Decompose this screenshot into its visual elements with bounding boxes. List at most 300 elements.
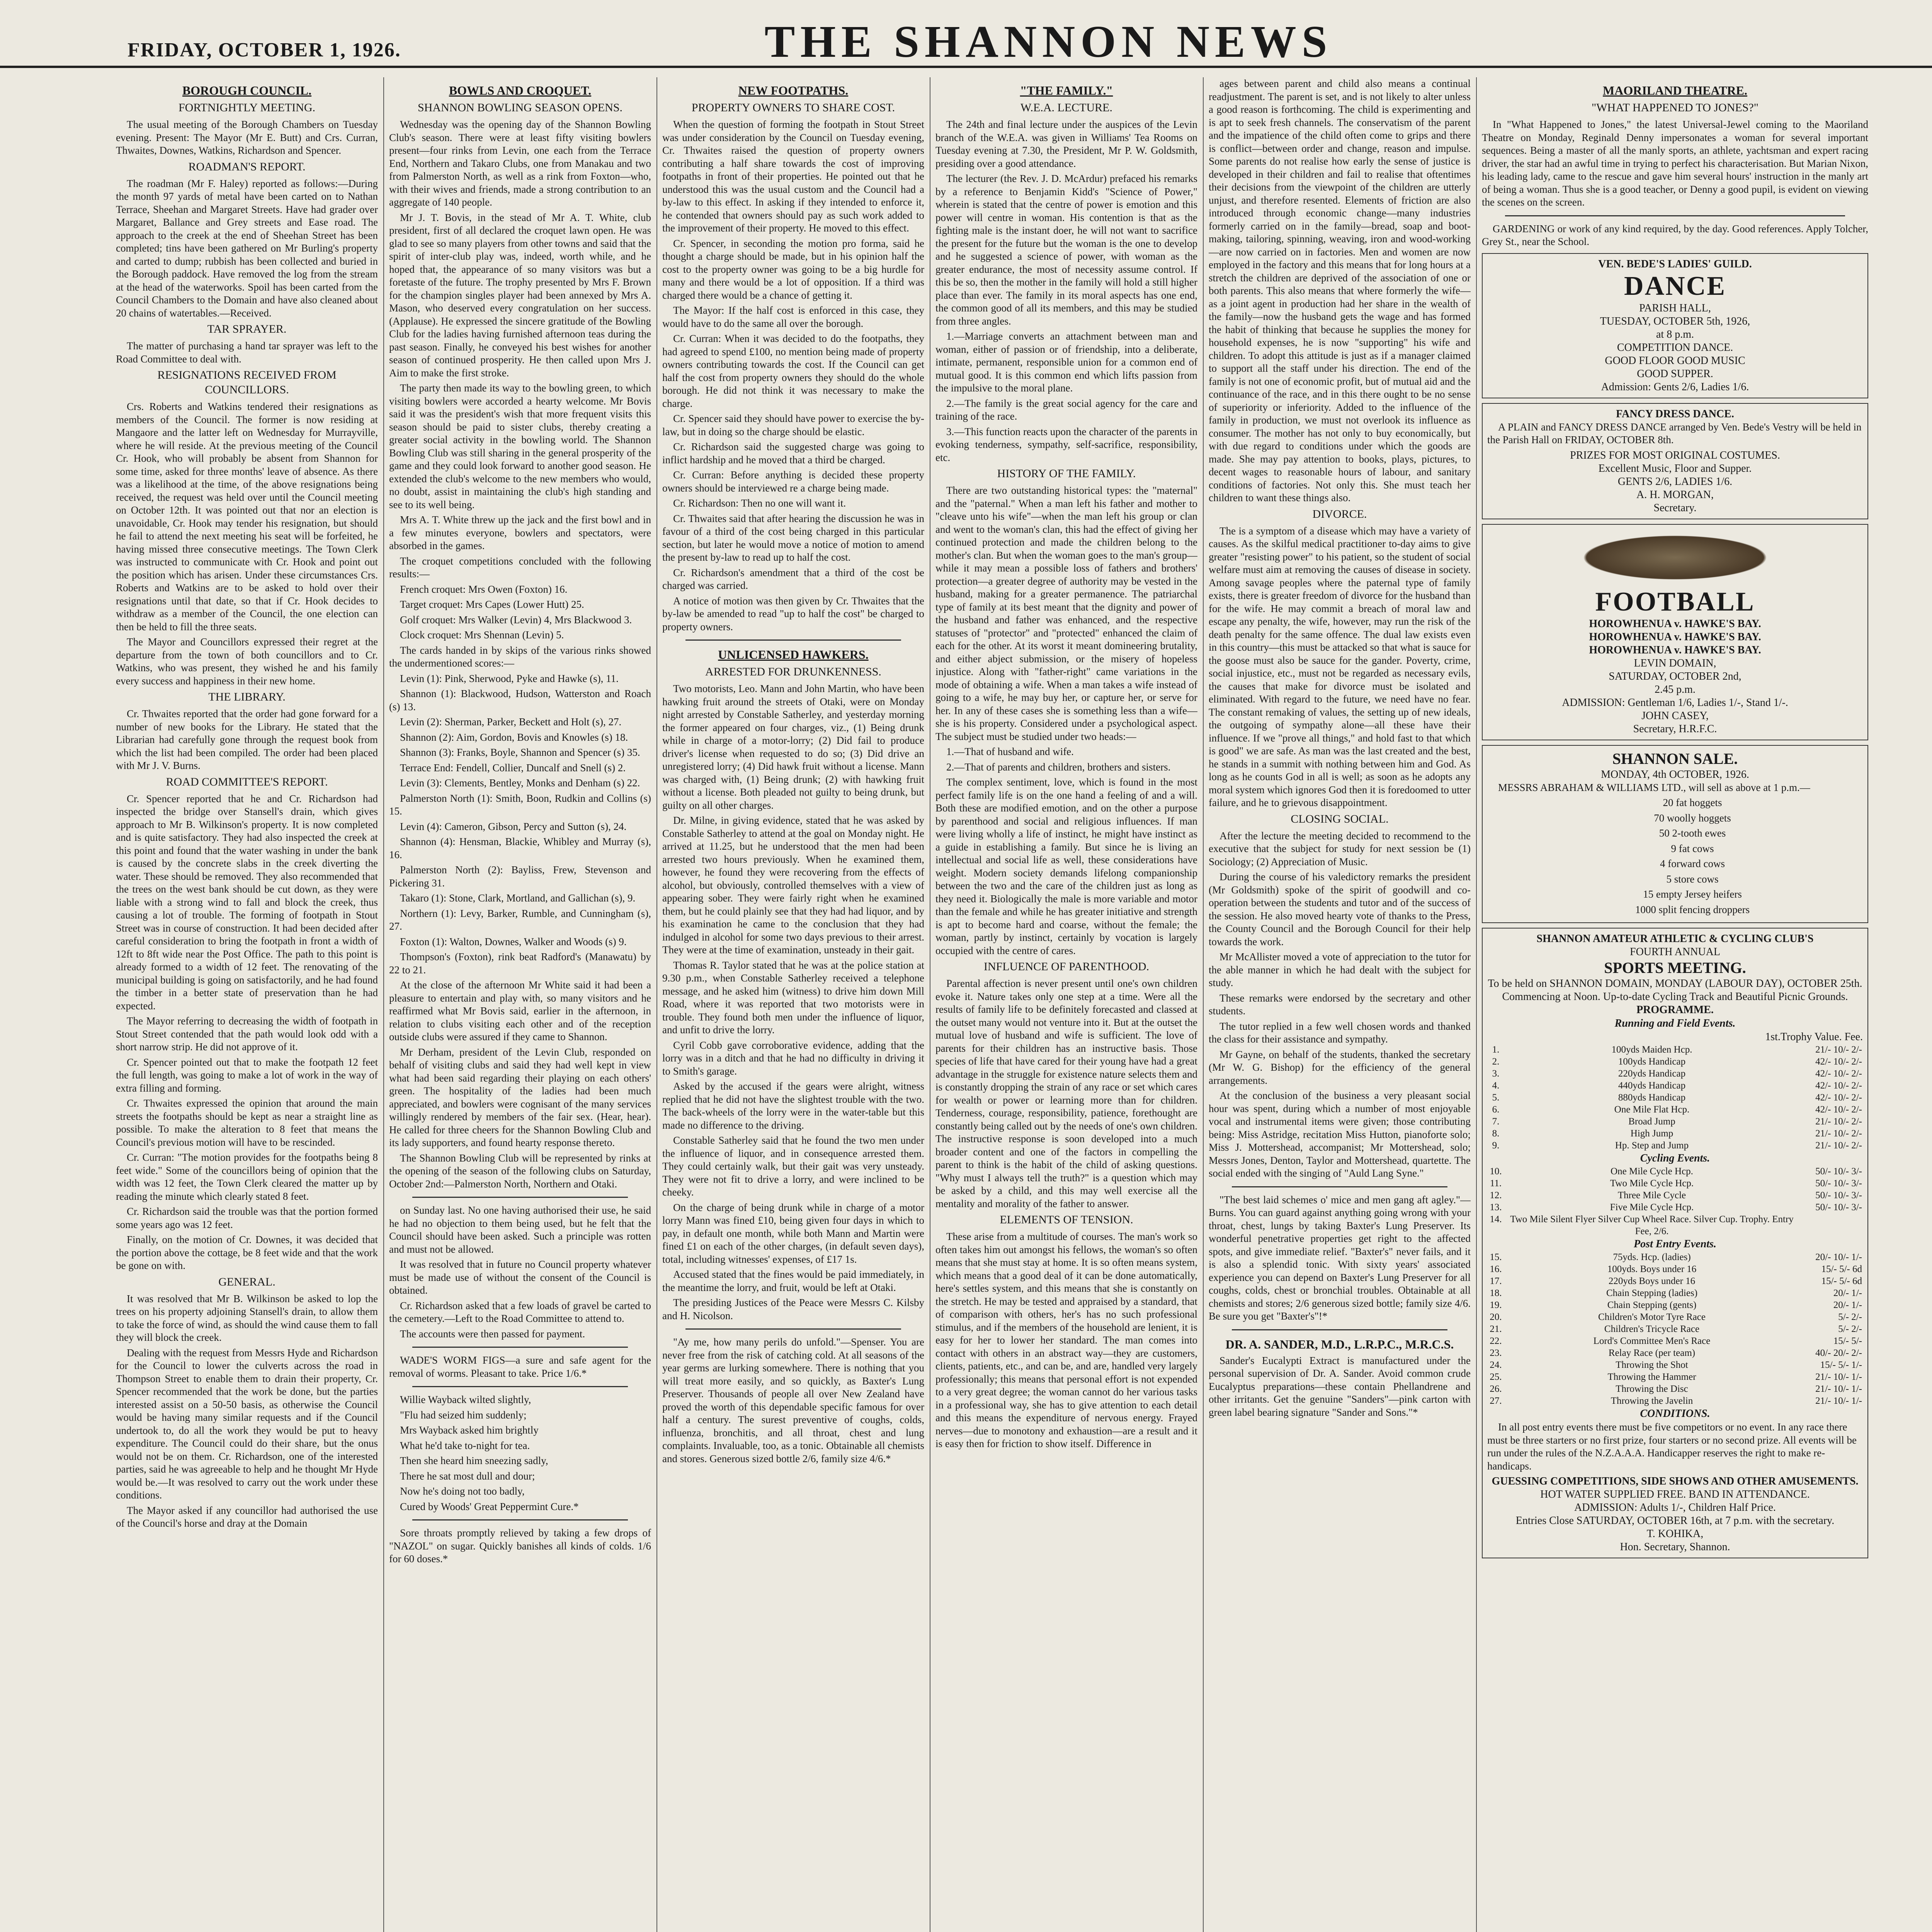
- event-number: 8.: [1492, 1128, 1500, 1139]
- programme-row: [1487, 1104, 1863, 1116]
- paragraph: Palmerston North (1): Smith, Boon, Rudkin and Collins (s) 15.: [389, 792, 651, 817]
- paragraph: Palmerston North (2): Bayliss, Frew, Stevenson and Pickering 31.: [389, 864, 651, 889]
- fancy-title: FANCY DRESS DANCE.: [1616, 408, 1734, 420]
- paragraph: The is a symptom of a disease which may have a variety of causes. As the skilful medical practitioner to-day aims to give greater "resisting power" to his patient, so the student of social welfare must aim at removing the causes of disease in society. Among savage peoples where the paternal type of family exists, there is greater freedom of divorce for the husband than for the wife. He may commit a breach of moral law and escape any penalty, the wife, however, may run the risk of the death penalty for the same offence. The dual law exists even in this country—this must be attacked so that what is sauce for the goose must also be sauce for the gander. Poverty, crime, social injustice, etc., must not be regarded as necessary evils, the causes that make for divorce must be isolated and eliminated. With regard to the future, we need have no fear. The constant remaking of values, the setting up of new ideals, the outgoing of sympathy alone—all these have their influence. If we "prove all things," and hold fast to that which is good" we are safe. As man was the last created and the best, he stands in a summit with nothing between him and God. As long as he counts God in all is well; as soon as he adopts any moral system which ignores God then it is foredoomed to utter failure, and he to grievous disappointment.: [1209, 525, 1471, 808]
- event-number: 6.: [1492, 1104, 1500, 1115]
- paragraph: When the question of forming the footpath in Stout Street was under consideration by the Council on Tuesday evening, Cr. Thwaites raised the question of property owners contributing a half share towards the cost of improving footpaths in front of their properties. He pointed out that he understood this was the usual custom and the Council had a by-law to this effect. In asking if they intended to enforce it, he contended that owners should pay as such work added to the improvement of their property. He moved to this effect.: [662, 119, 924, 234]
- event-fees: 21/- 10/- 2/-: [1815, 1044, 1862, 1055]
- dance-date: TUESDAY, OCTOBER 5th, 1926,: [1600, 315, 1750, 327]
- paragraph: Clock croquet: Mrs Shennan (Levin) 5.: [400, 629, 564, 641]
- event-number: 22.: [1490, 1336, 1502, 1346]
- event-fees: 50/- 10/- 3/-: [1815, 1190, 1862, 1201]
- sports-advertisement: [1482, 928, 1868, 1558]
- paragraph: The roadman (Mr F. Haley) reported as follows:—During the month 97 yards of metal have been carted on to Nathan Terrace, Sheehan and Margaret Streets. Have had grader over Margaret, Ballance and Grey streets and Ease road. The approach to the creek at the end of Sheehan Street has been completed; tins have been gathered on Mr Burling's property and carted to dump; rubbish has been collected and buried in the Borough paddock. Have removed the log from the stream at the head of the waterworks. Spoil has been carted from the Council Chambers to the Domain and have also cleaned about 20 chains of watertables.—Received.: [116, 177, 378, 319]
- event-number: 17.: [1490, 1276, 1502, 1286]
- event-fees: 20/- 1/-: [1833, 1300, 1862, 1310]
- paragraph: Wednesday was the opening day of the Shannon Bowling Club's season. There were at least fifty visiting bowlers present—four rinks from Levin, one each from the Terrace End, Northern and Takaro Clubs, one from Manakau and two from Palmerston North, as well as a rink from Foxton—who, with their wives and friends, made a strong contribution to an aggregate of 140 people.: [389, 119, 651, 208]
- dance-title: DANCE: [1624, 271, 1726, 301]
- divider: [1505, 215, 1845, 216]
- paragraph: The cards handed in by skips of the various rinks showed the undermentioned scores:—: [389, 644, 651, 669]
- fancy-secretary: Secretary.: [1653, 502, 1697, 514]
- paragraph: Terrace End: Fendell, Collier, Duncalf and Snell (s) 2.: [400, 762, 626, 774]
- paragraph: Levin (3): Clements, Bentley, Monks and Denham (s) 22.: [400, 777, 640, 789]
- paragraph: The croquet competitions concluded with the following results:—: [389, 555, 651, 580]
- dance-venue: PARISH HALL,: [1639, 302, 1711, 314]
- event-name: Throwing the Javelin: [1611, 1396, 1693, 1406]
- column-bowls-croquet: [389, 77, 651, 1932]
- section-heading: ELEMENTS OF TENSION.: [1000, 1213, 1133, 1226]
- sports-club: SHANNON AMATEUR ATHLETIC & CYCLING CLUB'S: [1536, 933, 1814, 945]
- paragraph: 1.—Marriage converts an attachment between man and woman, either of passion or of friendship, into a deliberate, intimate, permanent, responsible union for a common end of mutual good. It is this common end which lifts passion from the impulsive to the moral plane.: [935, 330, 1197, 394]
- event-fees: 15/- 5/- 1/-: [1820, 1360, 1862, 1370]
- paragraph: Mr McAllister moved a vote of appreciation to the tutor for the able manner in which he had dealt with the subject for study.: [1209, 951, 1471, 988]
- programme-row: [1487, 1323, 1863, 1335]
- divider: [685, 639, 901, 641]
- event-fees: 21/- 10/- 2/-: [1815, 1116, 1862, 1127]
- paragraph: Cr. Richardson said the suggested charge was going to inflict hardship and he moved that a third be charged.: [662, 441, 924, 466]
- event-fees: 15/- 5/-: [1833, 1336, 1862, 1346]
- programme-row: [1487, 1371, 1863, 1383]
- paragraph: 2.—The family is the great social agency for the care and training of the race.: [935, 397, 1197, 422]
- sale-body: MESSRS ABRAHAM & WILLIAMS LTD., will sell as above at 1 p.m.—: [1498, 781, 1810, 793]
- paragraph: These arise from a multitude of courses. The man's work so often takes him out amongst his fellows, the woman's so often means that she must stay at home. It is so often means system, which means that a good deal of it can be done automatically, here's settles system, and this means that she is constantly on the stretch. He may be tested and appraised by a standard, that of comparison with others, her's has no such professional stimulus, and if the members of the household are lenient, it is easy for her to lower her standard. The man comes into contact with others in an abstract way—they are customers, clients, patients, etc., and can be, and are, handled very largely professionally; this means that personal effort is not expended to a very great degree; the woman cannot do her various tasks in a professional way, she has to give attention to each detail and this means the expenditure of nervous energy. Frayed nerves—due to monotony and exhaustion—are a result and it is easy then for friction to show itself. Difference in: [935, 1231, 1197, 1449]
- article-subheading: W.E.A. LECTURE.: [1020, 101, 1113, 114]
- sale-item: 1000 split fencing droppers: [1635, 903, 1750, 915]
- article-subheading: SHANNON BOWLING SEASON OPENS.: [417, 101, 623, 114]
- sports-held: To be held on SHANNON DOMAIN, MONDAY (LABOUR DAY), OCTOBER 25th.: [1488, 978, 1862, 990]
- event-name: 100yds Handicap: [1618, 1056, 1686, 1067]
- event-name: Two Mile Cycle Hcp.: [1610, 1178, 1694, 1189]
- paragraph: Cr. Thwaites reported that the order had gone forward for a number of new books for the Library. He stated that the Librarian had carefully gone through the request book from which the list had been compiled. The order had been placed with Mr J. V. Burns.: [116, 708, 378, 771]
- event-name: Hp. Step and Jump: [1615, 1140, 1689, 1151]
- sale-item: 4 forward cows: [1660, 858, 1725, 869]
- column-divider: [383, 77, 384, 1932]
- paragraph: 2.—That of parents and children, brothers and sisters.: [946, 761, 1171, 773]
- event-number: 25.: [1490, 1372, 1502, 1382]
- paragraph: Golf croquet: Mrs Walker (Levin) 4, Mrs Blackwood 3.: [400, 614, 632, 626]
- article-subheading: ARRESTED FOR DRUNKENNESS.: [705, 665, 881, 678]
- event-fees: 21/- 10/- 1/-: [1815, 1396, 1862, 1406]
- poem-line: Now he's doing not too badly,: [400, 1485, 525, 1497]
- football-venue: LEVIN DOMAIN,: [1634, 657, 1716, 669]
- conditions-body: In all post entry events there must be five competitors or no event. In any race there must be three starters or no first prize, four starters or no second prize. All events will be run under the rules of the N.Z.A.A.A. Handicapper reserves the right to make re-handicaps.: [1487, 1421, 1857, 1472]
- event-name: Throwing the Shot: [1616, 1360, 1688, 1370]
- event-name: Children's Tricycle Race: [1604, 1324, 1700, 1334]
- fancy-prizes: PRIZES FOR MOST ORIGINAL COSTUMES.: [1570, 449, 1780, 461]
- programme-row: [1487, 1056, 1863, 1068]
- event-name: Broad Jump: [1628, 1116, 1675, 1127]
- advertisement-text: Sore throats promptly relieved by taking a few drops of "NAZOL" on sugar. Quickly banishes all kinds of colds. 1/6 for 60 doses.*: [389, 1527, 651, 1565]
- event-number: 11.: [1490, 1178, 1502, 1189]
- sale-item: 9 fat cows: [1671, 842, 1714, 854]
- paragraph: There are two outstanding historical types: the "maternal" and the "paternal." When a man left his father and mother to "cleave unto his wife"—when the man left his group or clan and went to the woman's clan, this had the effect of giving her continued protection and made the children belong to the mother's clan. But when the woman goes to the man's group—while it may mean a possible loss of fathers and brothers' protection—a greater degree of authority may be vested in the husband, making for a greater permanence. The patriarchal type of family at its best meant that the dignity and power of the husband and father was enhanced, and the respective statuses of "protector" and "protected" enhanced the claim of each for the other. At its worst it meant domineering brutality, and either abject submission, or the misery of hopeless injustice. Along with "father-right" came variations in the mode of obtaining a wife. When a man takes a wife instead of going to a wife, he may buy her, or capture her, or serve for her. In any of these cases she is something less than a wife—she is his property. Considered under a psychological aspect. The subject must be studied under two heads:—: [935, 485, 1197, 742]
- section-heading: ROAD COMMITTEE'S REPORT.: [166, 775, 328, 788]
- sale-item: 15 empty Jersey heifers: [1643, 888, 1742, 900]
- event-name: Relay Race (per team): [1608, 1348, 1696, 1358]
- paragraph: Cr. Curran: When it was decided to do the footpaths, they had agreed to spend £100, no mention being made of property owners contributing towards the cost. If the Council can get half the cost from property owners they should do the whole borough. He did not think it was necessary to make the charge.: [662, 333, 924, 409]
- event-fees: 42/- 10/- 2/-: [1815, 1104, 1862, 1115]
- event-fees: 20/- 10/- 1/-: [1815, 1252, 1862, 1262]
- dance-features: GOOD FLOOR GOOD MUSIC: [1605, 354, 1745, 367]
- theatre-subtitle: "WHAT HAPPENED TO JONES?": [1591, 101, 1759, 114]
- paragraph: The usual meeting of the Borough Chambers on Tuesday evening. Present: The Mayor (Mr E. Butt) and Crs. Curran, Thwaites, Downes, Watkins, Richardson and Spencer.: [116, 119, 378, 156]
- hot-water: HOT WATER SUPPLIED FREE. BAND IN ATTENDANCE.: [1540, 1488, 1810, 1500]
- event-name: Lord's Committee Men's Race: [1593, 1336, 1711, 1346]
- theatre-title: MAORILAND THEATRE.: [1603, 83, 1747, 97]
- paragraph: Levin (4): Cameron, Gibson, Percy and Sutton (s), 24.: [400, 820, 627, 832]
- classified-ad: GARDENING or work of any kind required, by the day. Good references. Apply Tolcher, Grey St., near the School.: [1482, 223, 1868, 247]
- paragraph: It was resolved that Mr B. Wilkinson be asked to lop the trees on his property adjoining Stansell's drain, to allow them to take the force of wind, as should the wind cause them to fall they will block the creek.: [116, 1293, 378, 1343]
- section-heading: TAR SPRAYER.: [207, 323, 287, 335]
- advertisement-text: "The best laid schemes o' mice and men gang aft agley."—Burns. You can guard against anything going wrong with your throat, chest, lungs by taking Baxter's Lung Preserver. Its wonderful penetrative properties get right to the affected spots, and give immediate relief. "Baxter's" never fails, and it is also a splendid tonic. With sixty years' associated experience you can depend on Baxter's Lung Preserver for all coughs, colds, chest or bronchial troubles. Obtainable at all chemists and stores; 2/6 generous sized bottle; family size 4/6. Be sure you get "Baxter's"!*: [1209, 1194, 1471, 1322]
- paragraph: Cr. Richardson: Then no one will want it.: [673, 497, 846, 509]
- advertisement-poem: [389, 1393, 651, 1513]
- paragraph: Dr. Milne, in giving evidence, stated that he was asked by Constable Satherley to attend at the goal on Monday night. He arrived at 11.25, but he understood that the men had been arrested two hours previously. When he examined them, however, he found they were recovering from the effects of alcohol, but obviously, controlled themselves with a view of appearing sober. They were fairly right when he examined them, but he could plainly see that they had had liquor, and by his examination he came to the conclusion that they had indulged in alcohol for some two days previous to their arrest. They were at the time of examination, unsteady in their gait.: [662, 815, 924, 956]
- event-number: 19.: [1490, 1300, 1502, 1310]
- paragraph: The matter of purchasing a hand tar sprayer was left to the Road Committee to deal with.: [116, 340, 378, 365]
- event-name: 100yds Maiden Hcp.: [1611, 1044, 1692, 1055]
- paragraph: The 24th and final lecture under the auspices of the Levin branch of the W.E.A. was given in Williams' Tea Rooms on Tuesday evening at 7.30, the President, Mr P. W. Goldsmith, presiding over a good attendance.: [935, 119, 1197, 169]
- programme-row: [1487, 1189, 1863, 1201]
- conditions-heading: CONDITIONS.: [1640, 1408, 1710, 1420]
- masthead: [0, 0, 1932, 68]
- paragraph: French croquet: Mrs Owen (Foxton) 16.: [400, 583, 568, 595]
- paragraph: Cr. Spencer pointed out that to make the footpath 12 feet the full length, was going to make a lot of work in the way of extra filling and forming.: [116, 1056, 378, 1094]
- event-fees: 15/- 5/- 6d: [1821, 1264, 1862, 1274]
- programme-row: [1487, 1044, 1863, 1056]
- event-name: Three Mile Cycle: [1617, 1190, 1686, 1201]
- dance-advertisement: [1482, 253, 1868, 398]
- article-heading: BOWLS AND CROQUET.: [449, 83, 592, 97]
- event-fees: 42/- 10/- 2/-: [1815, 1080, 1862, 1091]
- paragraph: Shannon (2): Aim, Gordon, Bovis and Knowles (s) 18.: [400, 731, 628, 743]
- article-subheading: PROPERTY OWNERS TO SHARE COST.: [691, 101, 895, 114]
- event-fees: 42/- 10/- 2/-: [1815, 1068, 1862, 1079]
- sports-commence: Commencing at Noon. Up-to-date Cycling Track and Beautiful Picnic Grounds.: [1502, 991, 1848, 1003]
- event-fees: 21/- 10/- 1/-: [1815, 1372, 1862, 1382]
- article-heading: UNLICENSED HAWKERS.: [718, 648, 869, 662]
- paragraph: The accounts were then passed for payment.: [400, 1328, 585, 1340]
- poem-line: Willie Wayback wilted slightly,: [400, 1394, 531, 1405]
- event-name: Five Mile Cycle Hcp.: [1610, 1202, 1694, 1213]
- football-match: HOROWHENUA v. HAWKE'S BAY.: [1589, 617, 1761, 630]
- event-fees: 50/- 10/- 3/-: [1815, 1166, 1862, 1177]
- sports-title: SPORTS MEETING.: [1604, 959, 1746, 976]
- sale-item: 20 fat hoggets: [1663, 797, 1722, 808]
- event-number: 27.: [1490, 1396, 1502, 1406]
- column-divider: [1203, 77, 1204, 1932]
- programme-row: [1487, 1299, 1863, 1311]
- paragraph: A notice of motion was then given by Cr. Thwaites that the by-law be amended to read "up to half the cost" be charged to property owners.: [662, 595, 924, 633]
- event-name: Throwing the Hammer: [1607, 1372, 1696, 1382]
- event-number: 23.: [1490, 1348, 1502, 1358]
- section-heading: INFLUENCE OF PARENTHOOD.: [983, 960, 1150, 973]
- event-number: 3.: [1492, 1068, 1500, 1079]
- paragraph: The Shannon Bowling Club will be represented by rinks at the opening of the season of the following clubs on Saturday, October 2nd:—Palmerston North, Northern and Otaki.: [389, 1152, 651, 1190]
- poem-line: "Flu had seized him suddenly;: [400, 1409, 527, 1421]
- paragraph: The lecturer (the Rev. J. D. McArdur) prefaced his remarks by a reference to Benjamin Kidd's "Science of Power," wherein is stated that the centre of power is emotion and this power will centre in woman. His contention is that as the fighting male is the instant doer, he will not want to sacrifice the present for the future but the woman is the one to develop and he suggested a science of power, with woman as the greater endurance, the most of necessity assume control. If this be so, then the mother in the family will hold a still higher place than ever. The family in its moral aspects has one end, the common good of all its members, and this may be studied from three angles.: [935, 173, 1197, 327]
- programme-table-cycling: [1487, 1165, 1863, 1237]
- paragraph: Crs. Roberts and Watkins tendered their resignations as members of the Council. The former is now residing at Mangaore and the latter left on Wednesday for Murrayville, where he will reside. At the previous meeting of the Council Cr. Hook, who will probably be absent from Shannon for some time, asked for three months' leave of absence. As there was a likelihood at the time, of the above resignations being received, the request was held over until the Council meeting on October 12th. It was pointed out that nor an election is unavoidable, Cr. Hook may tender his resignation, but should he fail to attend the next meeting his seat will be forfeited, he having missed three consecutive meetings. The Town Clerk was instructed to communicate with Cr. Hook and point out the position which has arisen. Under these circumstances Crs. Roberts and Watkins are to be asked to hold over their resignations until that date, so that if Cr. Hook decides to withdraw as a member of the Council, the one election can then be held to fill the three seats.: [116, 401, 378, 633]
- paragraph: on Sunday last. No one having authorised their use, he said he had no objection to them being used, but he felt that the Council should have been asked. Such a principle was rotten and must not be allowed.: [389, 1204, 651, 1255]
- programme-section: Running and Field Events.: [1614, 1017, 1736, 1029]
- programme-row: [1487, 1139, 1863, 1151]
- paragraph: Thomas R. Taylor stated that he was at the police station at 9.30 p.m., when Constable Satherley received a telephone message, and he asked him (witness) to drive him down Mill Road, where it was reported that two motorists were in trouble. They found both men under the influence of liquor, and unfit to drive the lorry.: [662, 959, 924, 1036]
- paragraph: ages between parent and child also means a continual readjustment. The parent is set, and is not likely to alter unless a good reason is forthcoming. The child is experimenting and is apt to seek fresh channels. The conservatism of the parent and the impatience of the child often come to grips and there is conflict—between order and change, reason and impulse. Some parents do not realise how early the sense of justice is developed in their children and fail to realise that oftentimes their decisions from the viewpoint of the children are utterly unjust, and therefore resented. Elements of friction are also introduced through economic change—many industries formerly carried on in the family—bread, soap and boot-making, tailoring, spinning, weaving, iron and wood-working—are now carried on in factories. Men and women are now employed in the factory and this means that for long hours at a stretch the children are deprived of the association of one or both parents. This also means that where formerly the wife—as a joint agent in production had her share in the wealth of the family—now the husband gets the wage and has formed the habit of thinking that because he supplies the money for household expenses, he is now "supporting" his wife and children. To adopt this attitude is just as if a manager claimed to support all the staff under his direction. The end of the family is not one of economic profit, but of mutual aid and the continuance of the race, and in this there ought to be no sense of superiority or inferiority. Added to the influence of the family in production, we must not overlook its influence as consumer. The mother has not only to buy economically, but with due regard to conditions under which the goods are made. She may pay attention to books, plays, pictures, to decent wages to reasonable hours of labour, and sanitary conditions of factories. Not only this. She must teach her children to want these things also.: [1209, 78, 1471, 503]
- paragraph: The Mayor referring to decreasing the width of footpath in Stout Street contended that the path would look odd with a short narrow strip. He did not approve of it.: [116, 1015, 378, 1053]
- divider: [412, 1197, 628, 1198]
- event-name: 220yds Boys under 16: [1608, 1276, 1696, 1286]
- ad-stack: [1482, 83, 1868, 1558]
- advertisement-text: WADE'S WORM FIGS—a sure and safe agent for the removal of worms. Pleasant to take. Price 1/6.*: [389, 1354, 651, 1379]
- paragraph: Cr. Richardson's amendment that a third of the cost be charged was carried.: [662, 566, 924, 591]
- event-name: 100yds. Boys under 16: [1607, 1264, 1697, 1274]
- sale-date: MONDAY, 4th OCTOBER, 1926.: [1601, 768, 1749, 781]
- newspaper-title: THE SHANNON NEWS: [764, 16, 1333, 67]
- paragraph: At the close of the afternoon Mr White said it had been a pleasure to entertain and play with, so many visitors and he reaffirmed what Mr Bovis said, earlier in the afternoon, in relation to clubs visiting each other and of the reception outside clubs were assured if they came to Shannon.: [389, 979, 651, 1043]
- paragraph: At the conclusion of the business a very pleasant social hour was spent, during which a number of most enjoyable vocal and instrumental items were given; those contributing being: Miss Astridge, recitation Miss Hutton, pianoforte solo; Miss J. Mottershead, accompanist; Mr Mottershead, solo; Messrs Jones, Denton, Taylor and Mottershead, quartette. The social ended with the singing of "Auld Lang Syne.": [1209, 1090, 1471, 1179]
- event-number: 18.: [1490, 1288, 1502, 1298]
- paragraph: Thompson's (Foxton), rink beat Radford's (Manawatu) by 22 to 21.: [389, 951, 651, 976]
- programme-section: Post Entry Events.: [1634, 1238, 1716, 1250]
- sale-title: SHANNON SALE.: [1612, 750, 1738, 767]
- article-heading: "THE FAMILY.": [1020, 83, 1113, 97]
- event-fees: 50/- 10/- 3/-: [1815, 1202, 1862, 1213]
- article-subheading: FORTNIGHTLY MEETING.: [178, 101, 316, 114]
- event-fees: 20/- 1/-: [1833, 1288, 1862, 1298]
- event-fees: 50/- 10/- 3/-: [1815, 1178, 1862, 1189]
- advertisement-title: DR. A. SANDER, M.D., L.R.P.C., M.R.C.S.: [1225, 1337, 1454, 1351]
- paragraph: The party then made its way to the bowling green, to which visiting bowlers were accorded a hearty welcome. Mr Bovis said it was the president's wish that more frequent visits this season should be paid to sister clubs, thereby creating a greater social activity in the bowling world. The Shannon Bowling Club was still sharing in the general prosperity of the game and they could look forward to another good season. He extended the club's welcome to the new members who would, no doubt, assist in maintaining the club's high standing and see to its well being.: [389, 382, 651, 510]
- event-name: 880yds Handicap: [1618, 1092, 1686, 1103]
- event-name: One Mile Cycle Hcp.: [1611, 1166, 1693, 1177]
- paragraph: Foxton (1): Walton, Downes, Walker and Woods (s) 9.: [400, 935, 627, 947]
- football-signature: JOHN CASEY,: [1641, 709, 1709, 722]
- issue-date: FRIDAY, OCTOBER 1, 1926.: [128, 39, 401, 61]
- poem-line: Mrs Wayback asked him brightly: [400, 1424, 539, 1436]
- event-fees: 5/- 2/-: [1838, 1324, 1862, 1334]
- paragraph: Cr. Richardson asked that a few loads of gravel be carted to the cemetery.—Left to the Road Committee to attend to.: [389, 1299, 651, 1324]
- news-columns: [116, 77, 1932, 1932]
- event-number: 24.: [1490, 1360, 1502, 1370]
- event-number: 1.: [1492, 1044, 1500, 1055]
- paragraph: After the lecture the meeting decided to recommend to the executive that the subject for study for next session be (1) Sociology; (2) Appreciation of Music.: [1209, 830, 1471, 867]
- programme-row: [1487, 1395, 1863, 1407]
- event-number: 13.: [1490, 1202, 1502, 1213]
- event-name: One Mile Flat Hcp.: [1614, 1104, 1690, 1115]
- event-number: 7.: [1492, 1116, 1500, 1127]
- guessing-competitions: GUESSING COMPETITIONS, SIDE SHOWS AND OTHER AMUSEMENTS.: [1492, 1475, 1859, 1487]
- paragraph: These remarks were endorsed by the secretary and other students.: [1209, 992, 1471, 1017]
- paragraph: Northern (1): Levy, Barker, Rumble, and Cunningham (s), 27.: [389, 907, 651, 932]
- paragraph: Two motorists, Leo. Mann and John Martin, who have been hawking fruit around the streets of Otaki, were on Monday night arrested by Constable Satherley, and yesterday morning the former appeared on four charges, viz., (1) Being drunk while in charge of a motor-lorry; (2) Did fail to produce driver's license when requested to do so; (3) Did drive an unregistered lorry; (4) Did hawk fruit without a license. Mann was charged with, (1) Being drunk; (2) with hawking fruit without a license. Both pleaded not guilty to being drunk, but guilty on all other charges.: [662, 683, 924, 811]
- programme-row: [1487, 1383, 1863, 1395]
- paragraph: On the charge of being drunk while in charge of a motor lorry Mann was fined £10, being given four days in which to pay, in default one month, while both Mann and Martin were fined £1 on each of the other charges, (in default seven days), total, including witnesses' expenses, of £17 1s.: [662, 1201, 924, 1265]
- paragraph: Shannon (4): Hensman, Blackie, Whibley and Murray (s), 16.: [389, 836, 651, 861]
- football-icon: [1571, 532, 1779, 583]
- event-fees: 5/- 2/-: [1838, 1312, 1862, 1322]
- column-divider: [656, 77, 657, 1932]
- dance-admission: Admission: Gents 2/6, Ladies 1/6.: [1601, 381, 1749, 393]
- secretary: Hon. Secretary, Shannon.: [1620, 1541, 1730, 1553]
- football-advertisement: [1482, 524, 1868, 740]
- fancy-dress-advertisement: [1482, 403, 1868, 519]
- event-fees: 21/- 10/- 2/-: [1815, 1140, 1862, 1151]
- section-heading: THE LIBRARY.: [208, 690, 286, 703]
- divider: [412, 1386, 628, 1387]
- event-fees: 40/- 20/- 2/-: [1815, 1348, 1862, 1358]
- programme-row: [1487, 1177, 1863, 1189]
- programme-row: [1487, 1251, 1863, 1263]
- event-fees: 42/- 10/- 2/-: [1815, 1092, 1862, 1103]
- event-name: Children's Motor Tyre Race: [1598, 1312, 1706, 1322]
- paragraph: Parental affection is never present until one's own children evoke it. Nature takes only one step at a time. Were all the results of family life to be definitely forecasted and classed at the outset many would not venture into it. But at the outset the mutual love of husband and wife is sufficient. The love of parents for their children has an instructive basis. Those species of life that have cared for their young have had a great advantage in the struggle for existence nature selects them and is constantly dropping the strain of any race or set which cares for wealth or power or learning more than for children. Tenderness, courage, responsibility, patience, forethought are constantly being called out by the needs of one's own children. The instructive response is soon developed into a much broader content and one of the factors in compelling the parent to think is the habit of the child of asking questions. "Why must I always tell the truth?" is a question which may be asked by a child, and this may well exercise all the mentality and morality of the father to answer.: [935, 978, 1197, 1209]
- event-number: 26.: [1490, 1384, 1502, 1394]
- programme-row: [1487, 1116, 1863, 1128]
- paragraph: Cr. Spencer reported that he and Cr. Richardson had inspected the bridge over Stansell's drain, which gives approach to Mr B. Wilkinson's property. It is now completed and is quite satisfactory. They had also inspected the creek at this point and found that the water washing in under the bank is caused by the concrete slabs in the creek diverting the water. These should be removed. They also recommended that the trees on the west bank should be cut down, as they were liable with a strong wind to fall and block the creek, thus causing a lot of trouble. The forming of footpath in Stout Street was in course of construction. It had been decided after careful consideration to bring the footpath in front a width of 12ft to 8ft wide near the Post Office. The path to this point is already formed to a width of 12 feet. The renovating of the municipal building is going on satisfactorily, and he had found the timber in a better state of preservation than he had expected.: [116, 793, 378, 1012]
- programme-row: [1487, 1263, 1863, 1275]
- paragraph: The Mayor and Councillors expressed their regret at the departure from the town of both councillors and to Cr. Watkins, who was present, they wished he and his family every success and happiness in their new home.: [116, 636, 378, 687]
- paragraph: Mrs A. T. White threw up the jack and the first bowl and in a few minutes everyone, bowlers and spectators, were absorbed in the games.: [389, 514, 651, 551]
- paragraph: During the course of his valedictory remarks the president (Mr Goldsmith) spoke of the spirit of goodwill and co-operation between the students and tutor and of the success of the session. He also moved hearty vote of thanks to the Press, the County Council and the Borough Council for their help towards the work.: [1209, 871, 1471, 947]
- programme-row: [1487, 1068, 1863, 1080]
- event-number: 15.: [1490, 1252, 1502, 1262]
- divider: [1232, 1329, 1447, 1330]
- fancy-body: A PLAIN and FANCY DRESS DANCE arranged by Ven. Bede's Vestry will be held in the Parish Hall on FRIDAY, OCTOBER 8th.: [1487, 421, 1862, 446]
- event-fees: 21/- 10/- 2/-: [1815, 1128, 1862, 1139]
- programme-table-running: [1487, 1044, 1863, 1151]
- section-heading: CLOSING SOCIAL.: [1291, 812, 1389, 825]
- paragraph: Accused stated that the fines would be paid immediately, in the meantime the lorry, and fruit, would be left at Otaki.: [662, 1269, 924, 1293]
- paragraph: In "What Happened to Jones," the latest Universal-Jewel coming to the Maoriland Theatre on Monday, Reginald Denny impersonates a woman for several important sequences. Being a master of all the manly sports, an athlete, yachtsman and expert racing driver, the star had an awful time in trying to perfect his characterisation. But Marian Nixon, his leading lady, came to the rescue and gave him several hours' instruction in the manly art of being a woman. Thus she is a good teacher, or Denny a good pupil, is evident on viewing the scenes on the screen.: [1482, 119, 1868, 208]
- signature: T. KOHIKA,: [1646, 1528, 1704, 1540]
- paragraph: Levin (2): Sherman, Parker, Beckett and Holt (s), 27.: [400, 716, 622, 728]
- paragraph: Cyril Cobb gave corroborative evidence, adding that the lorry was in a ditch and that he had no difficulty in driving it to Smith's garage.: [662, 1039, 924, 1077]
- football-admission: ADMISSION: Gentleman 1/6, Ladies 1/-, Stand 1/-.: [1562, 696, 1788, 709]
- event-name: 75yds. Hcp. (ladies): [1613, 1252, 1691, 1262]
- paragraph: Cr. Spencer, in seconding the motion pro forma, said he thought a charge should be made, but in his opinion half the cost to the property owner was going to be a big hurdle for many and there would be a lot of opposition. If a third was charged there would be a chance of getting it.: [662, 237, 924, 301]
- event-name: High Jump: [1630, 1128, 1673, 1139]
- fancy-music: Excellent Music, Floor and Supper.: [1598, 462, 1752, 474]
- paragraph: Asked by the accused if the gears were alright, witness replied that he did not have the slightest trouble with the two. The back-wheels of the lorry were in the water-table but this made no difference to the driving.: [662, 1080, 924, 1131]
- dance-supper: GOOD SUPPER.: [1637, 367, 1713, 380]
- paragraph: Levin (1): Pink, Sherwood, Pyke and Hawke (s), 11.: [400, 672, 619, 684]
- advertisement-text: "Ay me, how many perils do unfold."—Spenser. You are never free from the risk of catching cold. At all seasons of the year germs are lurking somewhere. There is nothing that you will treat more easily, and so quickly, as Baxter's Lung Preserver. Thousands of people all over New Zealand have proved the worth of this dependable specific famous for over half a century. The surest preventive of coughs, colds, influenza, bronchitis, and all throat, chest and lung complaints. Invaluable, too, as a tonic. Obtainable all chemists and stores. Generous sized bottle 2/6, family size 4/6.*: [662, 1336, 924, 1464]
- programme-row: [1487, 1213, 1863, 1237]
- divider: [412, 1347, 628, 1348]
- divider: [412, 1519, 628, 1520]
- event-number: 9.: [1492, 1140, 1500, 1151]
- event-fees: [1799, 1213, 1863, 1237]
- divider: [685, 1328, 901, 1330]
- dance-competition: COMPETITION DANCE.: [1617, 341, 1733, 354]
- divider: [1232, 1186, 1447, 1187]
- paragraph: It was resolved that in future no Council property whatever must be made use of without the consent of the Council is obtained.: [389, 1259, 651, 1296]
- column-divider: [1476, 77, 1477, 1932]
- programme-row: [1487, 1201, 1863, 1213]
- paragraph: Mr Gayne, on behalf of the students, thanked the secretary (Mr W. G. Bishop) for the efficiency of the general arrangements.: [1209, 1048, 1471, 1086]
- paragraph: The Mayor asked if any councillor had authorised the use of the Council's horse and dray at the Domain: [116, 1504, 378, 1529]
- sale-item: 50 2-tooth ewes: [1659, 827, 1726, 839]
- programme-section: Cycling Events.: [1640, 1152, 1710, 1164]
- dance-time: at 8 p.m.: [1656, 328, 1694, 340]
- dance-organiser: VEN. BEDE'S LADIES' GUILD.: [1598, 258, 1752, 270]
- paragraph: 3.—This function reacts upon the character of the parents in evoking tenderness, sympathy, self-sacrifice, responsibility, etc.: [935, 425, 1197, 463]
- column-family-continued: [1209, 77, 1471, 1932]
- paragraph: Cr. Thwaites said that after hearing the discussion he was in favour of a third of the cost being charged in this particular section, but later he would move a notice of motion to amend the present by-law to read up to half the cost.: [662, 512, 924, 563]
- event-number: 20.: [1490, 1312, 1502, 1322]
- football-match: HOROWHENUA v. HAWKE'S BAY.: [1589, 644, 1761, 656]
- fancy-signature: A. H. MORGAN,: [1636, 488, 1714, 501]
- event-fees: 15/- 5/- 6d: [1821, 1276, 1862, 1286]
- paragraph: Cr. Curran: Before anything is decided these property owners should be interviewed re a charge being made.: [662, 469, 924, 494]
- paragraph: Cr. Spencer said they should have power to exercise the by-law, but in doing so the charge should be elastic.: [662, 413, 924, 437]
- column-advertisements: [1482, 77, 1932, 1932]
- column-new-footpaths: [662, 77, 924, 1932]
- paragraph: Shannon (1): Blackwood, Hudson, Watterston and Roach (s) 13.: [389, 688, 651, 713]
- programme-row: [1487, 1359, 1863, 1371]
- poem-line: What he'd take to-night for tea.: [400, 1439, 530, 1451]
- football-title: FOOTBALL: [1595, 587, 1755, 617]
- football-date: SATURDAY, OCTOBER 2nd,: [1609, 670, 1742, 682]
- section-heading: HISTORY OF THE FAMILY.: [997, 467, 1136, 480]
- event-fees: 21/- 10/- 1/-: [1815, 1384, 1862, 1394]
- football-match: HOROWHENUA v. HAWKE'S BAY.: [1589, 631, 1761, 643]
- event-name: 220yds Handicap: [1618, 1068, 1686, 1079]
- programme-row: [1487, 1165, 1863, 1177]
- football-secretary: Secretary, H.R.F.C.: [1633, 723, 1717, 735]
- event-name: Two Mile Silent Flyer Silver Cup Wheel Race. Silver Cup. Trophy. Entry Fee, 2/6.: [1510, 1214, 1794, 1236]
- sale-advertisement: [1482, 745, 1868, 923]
- paragraph: The tutor replied in a few well chosen words and thanked the class for their assistance and sympathy.: [1209, 1020, 1471, 1045]
- event-name: Chain Stepping (ladies): [1606, 1288, 1698, 1298]
- poem-line: Cured by Woods' Great Peppermint Cure.*: [400, 1500, 579, 1512]
- paragraph: Mr J. T. Bovis, in the stead of Mr A. T. White, club president, first of all declared the croquet lawn open. He was glad to see so many players from other towns and said that the spirit of inter-club play was, indeed, worth while, and he hoped that, the appearance of so many visitors was but a foretaste of the future. The trophy presented by Mrs F. Brown for the champion singles player had been annexed by Mrs A. Mason, who deserved every congratulation on her success. (Applause). He expressed the sincere gratitude of the Bowling Club for the ladies having furnished afternoon teas during the past season. Finally, he conveyed his best wishes for another season of continued prosperity. He then called upon Mrs J. Aim to make the first stroke.: [389, 211, 651, 379]
- programme-row: [1487, 1347, 1863, 1359]
- paragraph: Dealing with the request from Messrs Hyde and Richardson for the Council to lower the culverts across the road in Thompson Street to enable them to drain their property, Cr. Spencer recommended that the work be done, but the parties interested assist on a 50-50 basis, as otherwise the Council would be having many similar requests and if the Council undertook to, do all the work they would be put to heavy expenditure. The Council could do their share, but the onus would not be on them. Cr. Richardson, one of the interested parties, said he was agreeable to help and he thought Mr Hyde would be.—It was resolved to carry out the work under these conditions.: [116, 1347, 378, 1501]
- paragraph: Cr. Thwaites expressed the opinion that around the main streets the footpaths should be kept as near a straight line as possible. To make the alteration to 8 feet that means the Council's previous motion will have to be rescinded.: [116, 1097, 378, 1148]
- section-heading: RESIGNATIONS RECEIVED FROM COUNCILLORS.: [157, 369, 337, 396]
- event-fees: 42/- 10/- 2/-: [1815, 1056, 1862, 1067]
- paragraph: Cr. Curran: "The motion provides for the footpaths being 8 feet wide." Some of the councillors being of opinion that the width was 12 feet, the Town Clerk cleared the matter up by reading the minute which clearly stated 8 feet.: [116, 1151, 378, 1202]
- paragraph: Shannon (3): Franks, Boyle, Shannon and Spencer (s) 35.: [400, 747, 640, 758]
- event-number: 14.: [1490, 1214, 1502, 1225]
- sports-annual: FOURTH ANNUAL: [1630, 946, 1720, 958]
- column-borough-council: [116, 77, 378, 1932]
- paragraph: 1.—That of husband and wife.: [946, 746, 1074, 757]
- event-number: 12.: [1490, 1190, 1502, 1201]
- event-number: 21.: [1490, 1324, 1502, 1334]
- entries-close: Entries Close SATURDAY, OCTOBER 16th, at 7 p.m. with the secretary.: [1515, 1515, 1835, 1527]
- article-heading: NEW FOOTPATHS.: [738, 83, 849, 97]
- event-number: 16.: [1490, 1264, 1502, 1274]
- article-heading: BOROUGH COUNCIL.: [182, 83, 312, 97]
- admission: ADMISSION: Adults 1/-, Children Half Price.: [1574, 1502, 1776, 1514]
- paragraph: Cr. Richardson said the trouble was that the portion formed some years ago was 12 feet.: [116, 1206, 378, 1230]
- advertisement-text: Sander's Eucalypti Extract is manufactured under the personal supervision of Dr. A. Sander. Avoid common crude Eucalyptus preparations—these contain Phellandrene and other irritants. Get the genuine "Sanders"—pink carton with green label bearing signature "Sander and Sons."*: [1209, 1354, 1471, 1418]
- section-heading: GENERAL.: [218, 1275, 276, 1288]
- paragraph: Target croquet: Mrs Capes (Lower Hutt) 25.: [400, 599, 584, 610]
- paragraph: The Mayor: If the half cost is enforced in this case, they would have to do the same all over the borough.: [662, 304, 924, 329]
- event-name: Chain Stepping (gents): [1607, 1300, 1697, 1310]
- programme-row: [1487, 1287, 1863, 1299]
- event-number: 4.: [1492, 1080, 1500, 1091]
- football-time: 2.45 p.m.: [1655, 683, 1696, 696]
- section-heading: DIVORCE.: [1312, 507, 1367, 520]
- sale-item: 70 woolly hoggets: [1654, 812, 1731, 824]
- programme-header: 1st.Trophy Value. Fee.: [1765, 1031, 1863, 1043]
- event-number: 5.: [1492, 1092, 1500, 1103]
